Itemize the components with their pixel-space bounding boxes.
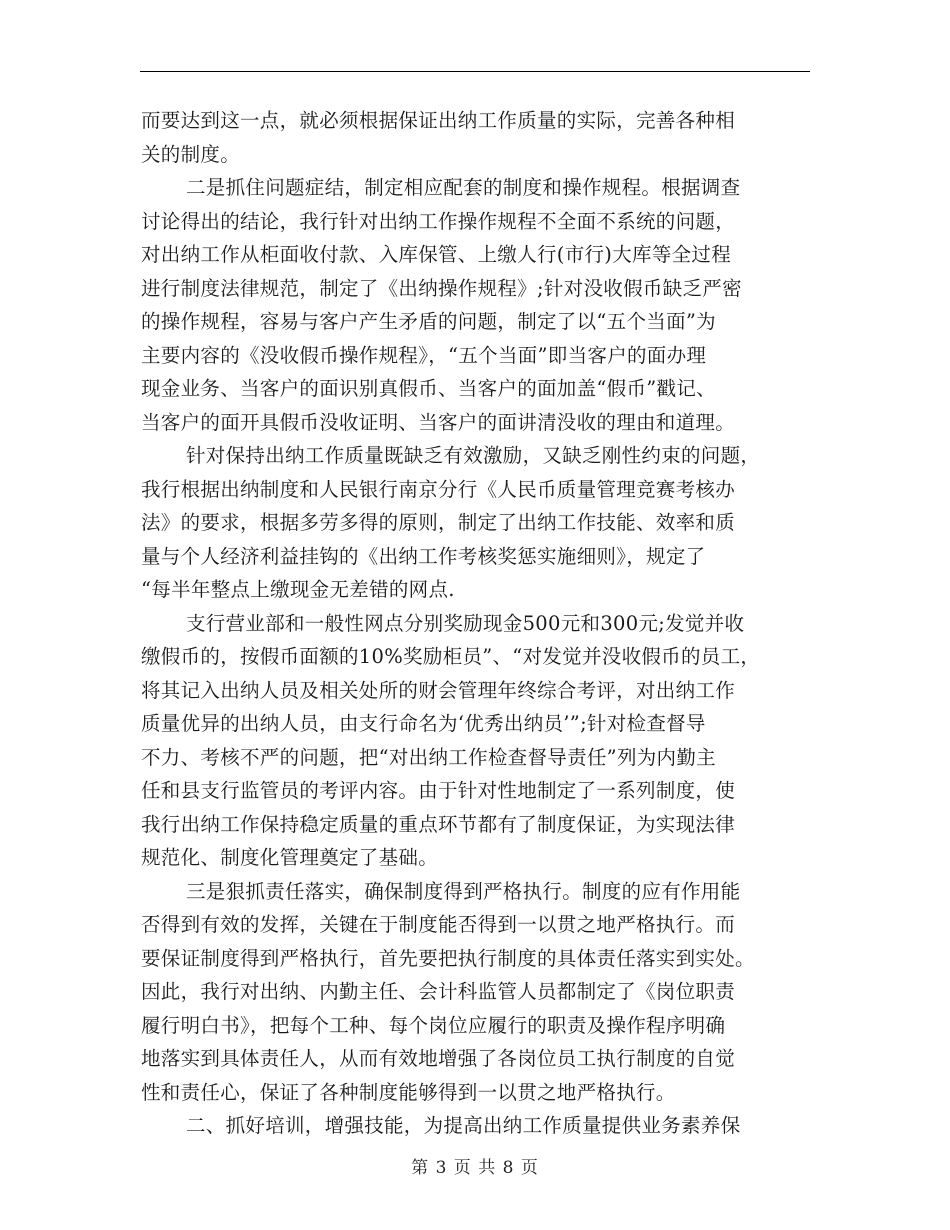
header-rule [140,71,810,72]
text-line: 规范化、制度化管理奠定了基础。 [141,846,439,869]
text-line: 现金业务、当客户的面识别真假币、当客户的面加盖“假币”戳记、 [141,377,716,400]
text-line: 我行出纳工作保持稳定质量的重点环节都有了制度保证，为实现法律 [141,812,736,836]
text-line: 将其记入出纳人员及相关处所的财会管理年终综合考评，对出纳工作 [141,678,736,702]
text-line: 地落实到具体责任人，从而有效地增强了各岗位员工执行制度的自觉 [141,1047,736,1070]
text-line: 主要内容的《没收假币操作规程》，“五个当面”即当客户的面办理 [141,343,707,367]
text-line: 要保证制度得到严格执行，首先要把执行制度的具体责任落实到实处。 [141,946,755,970]
paragraph-first-line: 支行营业部和一般性网点分别奖励现金500元和300元;发觉并收 [186,611,745,635]
paragraph-first-line: 二是抓住问题症结，制定相应配套的制度和操作规程。根据调查 [186,176,741,199]
text-line: 的操作规程，容易与客户产生矛盾的问题，制定了以“五个当面”为 [141,310,716,333]
paragraph-first-line: 二、抓好培训，增强技能，为提高出纳工作质量提供业务素养保 [186,1114,741,1137]
paragraph-first-line: 针对保持出纳工作质量既缺乏有效激励，又缺乏刚性约束的问题， [186,444,761,467]
text-line: 缴假币的，按假币面额的10%奖励柜员”、“对发觉并没收假币的员工， [141,645,761,668]
paragraph-first-line: 三是狠抓责任落实，确保制度得到严格执行。制度的应有作用能 [186,879,741,903]
text-line: 讨论得出的结论，我行针对出纳工作操作规程不全面不系统的问题， [141,209,736,233]
text-line: 履行明白书》，把每个工种、每个岗位应履行的职责及操作程序明确 [141,1013,726,1037]
text-line: 否得到有效的发挥，关键在于制度能否得到一以贯之地严格执行。而 [141,913,736,936]
text-line: 不力、考核不严的问题，把“对出纳工作检查督导责任”列为内勤主 [141,745,716,769]
text-line: 而要达到这一点，就必须根据保证出纳工作质量的实际，完善各种相 [141,109,736,132]
text-line: 法》的要求，根据多劳多得的原则，制定了出纳工作技能、效率和质 [141,511,736,534]
text-line: 进行制度法律规范，制定了《出纳操作规程》;针对没收假币缺乏严密 [141,276,742,300]
text-line: “每半年整点上缴现金无差错的网点. [141,578,455,601]
document-body [141,104,831,1143]
text-line: 任和县支行监管员的考评内容。由于针对性地制定了一系列制度，使 [141,779,736,802]
text-line: 对出纳工作从柜面收付款、入库保管、上缴人行(市行)大库等全过程 [141,243,732,266]
text-line: 性和责任心，保证了各种制度能够得到一以贯之地严格执行。 [141,1080,676,1104]
text-line: 我行根据出纳制度和人民银行南京分行《人民币质量管理竞赛考核办 [141,477,736,501]
text-line: 因此，我行对出纳、内勤主任、会计科监管人员都制定了《岗位职责 [141,980,736,1003]
text-line: 关的制度。 [141,142,241,166]
text-line: 质量优异的出纳人员，由支行命名为‘优秀出纳员’”;针对检查督导 [141,712,706,735]
text-line: 当客户的面开具假币没收证明、当客户的面讲清没收的理由和道理。 [141,410,736,434]
page-number: 第 3 页 共 8 页 [411,1158,539,1178]
text-line: 量与个人经济利益挂钩的《出纳工作考核奖惩实施细则》，规定了 [141,544,706,568]
